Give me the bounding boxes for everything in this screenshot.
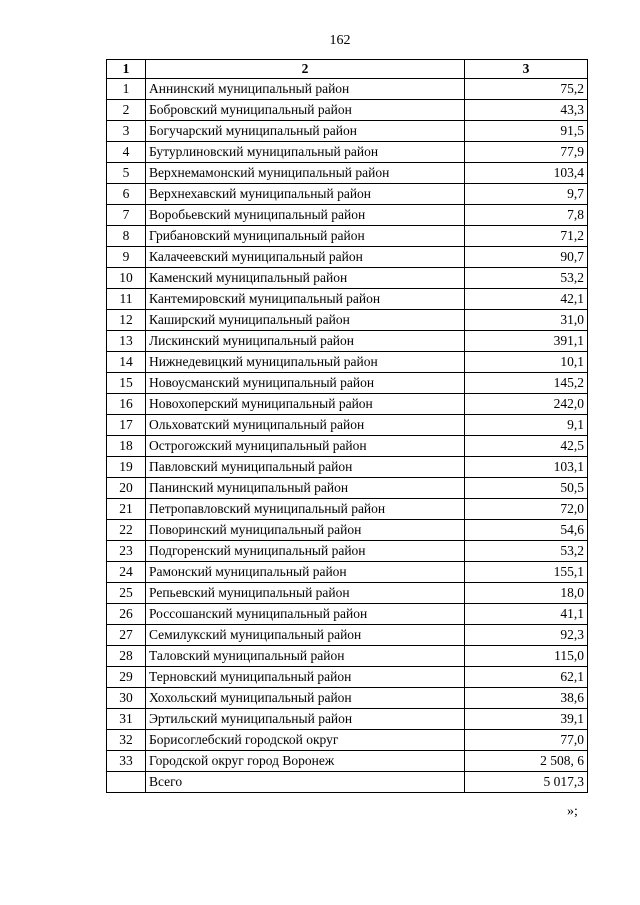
page-number: 162: [329, 33, 351, 48]
row-number-cell: 18: [107, 436, 146, 457]
table-row: [107, 394, 588, 415]
row-name-cell: Ольховатский муниципальный район: [146, 415, 465, 436]
table-row: [107, 688, 588, 709]
row-name-cell: Аннинский муниципальный район: [146, 79, 465, 100]
row-number-cell: 13: [107, 331, 146, 352]
row-name-cell: Репьевский муниципальный район: [146, 583, 465, 604]
row-number-cell: 20: [107, 478, 146, 499]
row-value-cell: 391,1: [465, 331, 588, 352]
row-value-cell: 31,0: [465, 310, 588, 331]
row-value-cell: 41,1: [465, 604, 588, 625]
header-cell-name: 2: [146, 60, 465, 79]
row-value-cell: 91,5: [465, 121, 588, 142]
row-value-cell: 77,0: [465, 730, 588, 751]
row-number-cell: 19: [107, 457, 146, 478]
table-row: [107, 625, 588, 646]
row-number-cell: 26: [107, 604, 146, 625]
table-row: [107, 352, 588, 373]
row-name-cell: Рамонский муниципальный район: [146, 562, 465, 583]
closing-quote-mark: »;: [567, 804, 578, 819]
row-value-cell: 62,1: [465, 667, 588, 688]
row-name-cell: Терновский муниципальный район: [146, 667, 465, 688]
row-number-cell: 33: [107, 751, 146, 772]
row-value-cell: 155,1: [465, 562, 588, 583]
table-row: [107, 121, 588, 142]
table-row: [107, 709, 588, 730]
table-row: [107, 100, 588, 121]
row-number-cell: 10: [107, 268, 146, 289]
row-name-cell: Лискинский муниципальный район: [146, 331, 465, 352]
row-name-cell: Городской округ город Воронеж: [146, 751, 465, 772]
table-row: [107, 478, 588, 499]
row-value-cell: 50,5: [465, 478, 588, 499]
row-value-cell: 9,1: [465, 415, 588, 436]
row-number-cell: 30: [107, 688, 146, 709]
row-name-cell: Острогожский муниципальный район: [146, 436, 465, 457]
row-name-cell: Богучарский муниципальный район: [146, 121, 465, 142]
row-value-cell: 42,1: [465, 289, 588, 310]
table-row: [107, 310, 588, 331]
row-value-cell: 9,7: [465, 184, 588, 205]
row-name-cell: Новоусманский муниципальный район: [146, 373, 465, 394]
row-number-cell: 12: [107, 310, 146, 331]
row-number-cell: 2: [107, 100, 146, 121]
row-name-cell: Семилукский муниципальный район: [146, 625, 465, 646]
row-number-cell: 3: [107, 121, 146, 142]
row-value-cell: 7,8: [465, 205, 588, 226]
row-value-cell: 18,0: [465, 583, 588, 604]
row-name-cell: Таловский муниципальный район: [146, 646, 465, 667]
table-row: [107, 205, 588, 226]
table-row: [107, 289, 588, 310]
table-row: [107, 604, 588, 625]
row-number-cell: 25: [107, 583, 146, 604]
table-row: [107, 667, 588, 688]
table-row: [107, 520, 588, 541]
row-number-cell: 11: [107, 289, 146, 310]
row-number-cell: 6: [107, 184, 146, 205]
table-row: [107, 730, 588, 751]
total-row: [107, 772, 588, 793]
data-table: [106, 59, 588, 793]
row-number-cell: 24: [107, 562, 146, 583]
row-name-cell: Новохоперский муниципальный район: [146, 394, 465, 415]
row-value-cell: 90,7: [465, 247, 588, 268]
row-value-cell: 242,0: [465, 394, 588, 415]
row-name-cell: Хохольский муниципальный район: [146, 688, 465, 709]
row-number-cell: 28: [107, 646, 146, 667]
row-name-cell: Верхнемамонский муниципальный район: [146, 163, 465, 184]
table-row: [107, 247, 588, 268]
row-number-cell: 17: [107, 415, 146, 436]
row-value-cell: 43,3: [465, 100, 588, 121]
row-name-cell: Борисоглебский городской округ: [146, 730, 465, 751]
row-number-cell: 15: [107, 373, 146, 394]
row-name-cell: Бобровский муниципальный район: [146, 100, 465, 121]
row-number-cell: 32: [107, 730, 146, 751]
table-row: [107, 415, 588, 436]
row-number-cell: 31: [107, 709, 146, 730]
row-value-cell: 53,2: [465, 268, 588, 289]
table-row: [107, 184, 588, 205]
row-name-cell: Подгоренский муниципальный район: [146, 541, 465, 562]
row-value-cell: 54,6: [465, 520, 588, 541]
row-name-cell: Панинский муниципальный район: [146, 478, 465, 499]
table-row: [107, 583, 588, 604]
row-number-cell: 8: [107, 226, 146, 247]
row-value-cell: 75,2: [465, 79, 588, 100]
row-number-cell: 9: [107, 247, 146, 268]
row-number-cell: 1: [107, 79, 146, 100]
row-name-cell: Россошанский муниципальный район: [146, 604, 465, 625]
row-name-cell: Эртильский муниципальный район: [146, 709, 465, 730]
row-number-cell: 16: [107, 394, 146, 415]
table-row: [107, 226, 588, 247]
row-name-cell: Грибановский муниципальный район: [146, 226, 465, 247]
row-value-cell: 42,5: [465, 436, 588, 457]
table-header-row: [107, 60, 588, 79]
row-number-cell: 14: [107, 352, 146, 373]
table-row: [107, 457, 588, 478]
row-name-cell: Верхнехавский муниципальный район: [146, 184, 465, 205]
row-name-cell: Воробьевский муниципальный район: [146, 205, 465, 226]
table-row: [107, 562, 588, 583]
row-value-cell: 92,3: [465, 625, 588, 646]
row-name-cell: Калачеевский муниципальный район: [146, 247, 465, 268]
table-body: [107, 79, 588, 772]
table-row: [107, 751, 588, 772]
table-row: [107, 142, 588, 163]
table-row: [107, 436, 588, 457]
row-number-cell: 29: [107, 667, 146, 688]
row-value-cell: 145,2: [465, 373, 588, 394]
table-row: [107, 331, 588, 352]
row-number-cell: 7: [107, 205, 146, 226]
row-value-cell: 103,4: [465, 163, 588, 184]
row-name-cell: Нижнедевицкий муниципальный район: [146, 352, 465, 373]
table-row: [107, 646, 588, 667]
row-name-cell: Кантемировский муниципальный район: [146, 289, 465, 310]
row-name-cell: Каширский муниципальный район: [146, 310, 465, 331]
header-cell-number: 1: [107, 60, 146, 79]
total-number-cell: [107, 772, 146, 793]
total-label-cell: Всего: [146, 772, 465, 793]
row-number-cell: 5: [107, 163, 146, 184]
table-row: [107, 499, 588, 520]
row-number-cell: 23: [107, 541, 146, 562]
table-row: [107, 373, 588, 394]
row-value-cell: 10,1: [465, 352, 588, 373]
row-number-cell: 27: [107, 625, 146, 646]
row-value-cell: 71,2: [465, 226, 588, 247]
row-name-cell: Бутурлиновский муниципальный район: [146, 142, 465, 163]
row-number-cell: 4: [107, 142, 146, 163]
row-name-cell: Петропавловский муниципальный район: [146, 499, 465, 520]
row-value-cell: 2 508, 6: [465, 751, 588, 772]
row-number-cell: 21: [107, 499, 146, 520]
row-value-cell: 77,9: [465, 142, 588, 163]
row-value-cell: 38,6: [465, 688, 588, 709]
row-name-cell: Павловский муниципальный район: [146, 457, 465, 478]
row-number-cell: 22: [107, 520, 146, 541]
table-row: [107, 268, 588, 289]
row-value-cell: 103,1: [465, 457, 588, 478]
total-value-cell: 5 017,3: [465, 772, 588, 793]
table-row: [107, 163, 588, 184]
table-row: [107, 541, 588, 562]
row-value-cell: 72,0: [465, 499, 588, 520]
row-value-cell: 115,0: [465, 646, 588, 667]
header-cell-value: 3: [465, 60, 588, 79]
table-row: [107, 79, 588, 100]
row-name-cell: Каменский муниципальный район: [146, 268, 465, 289]
row-value-cell: 39,1: [465, 709, 588, 730]
row-value-cell: 53,2: [465, 541, 588, 562]
row-name-cell: Поворинский муниципальный район: [146, 520, 465, 541]
